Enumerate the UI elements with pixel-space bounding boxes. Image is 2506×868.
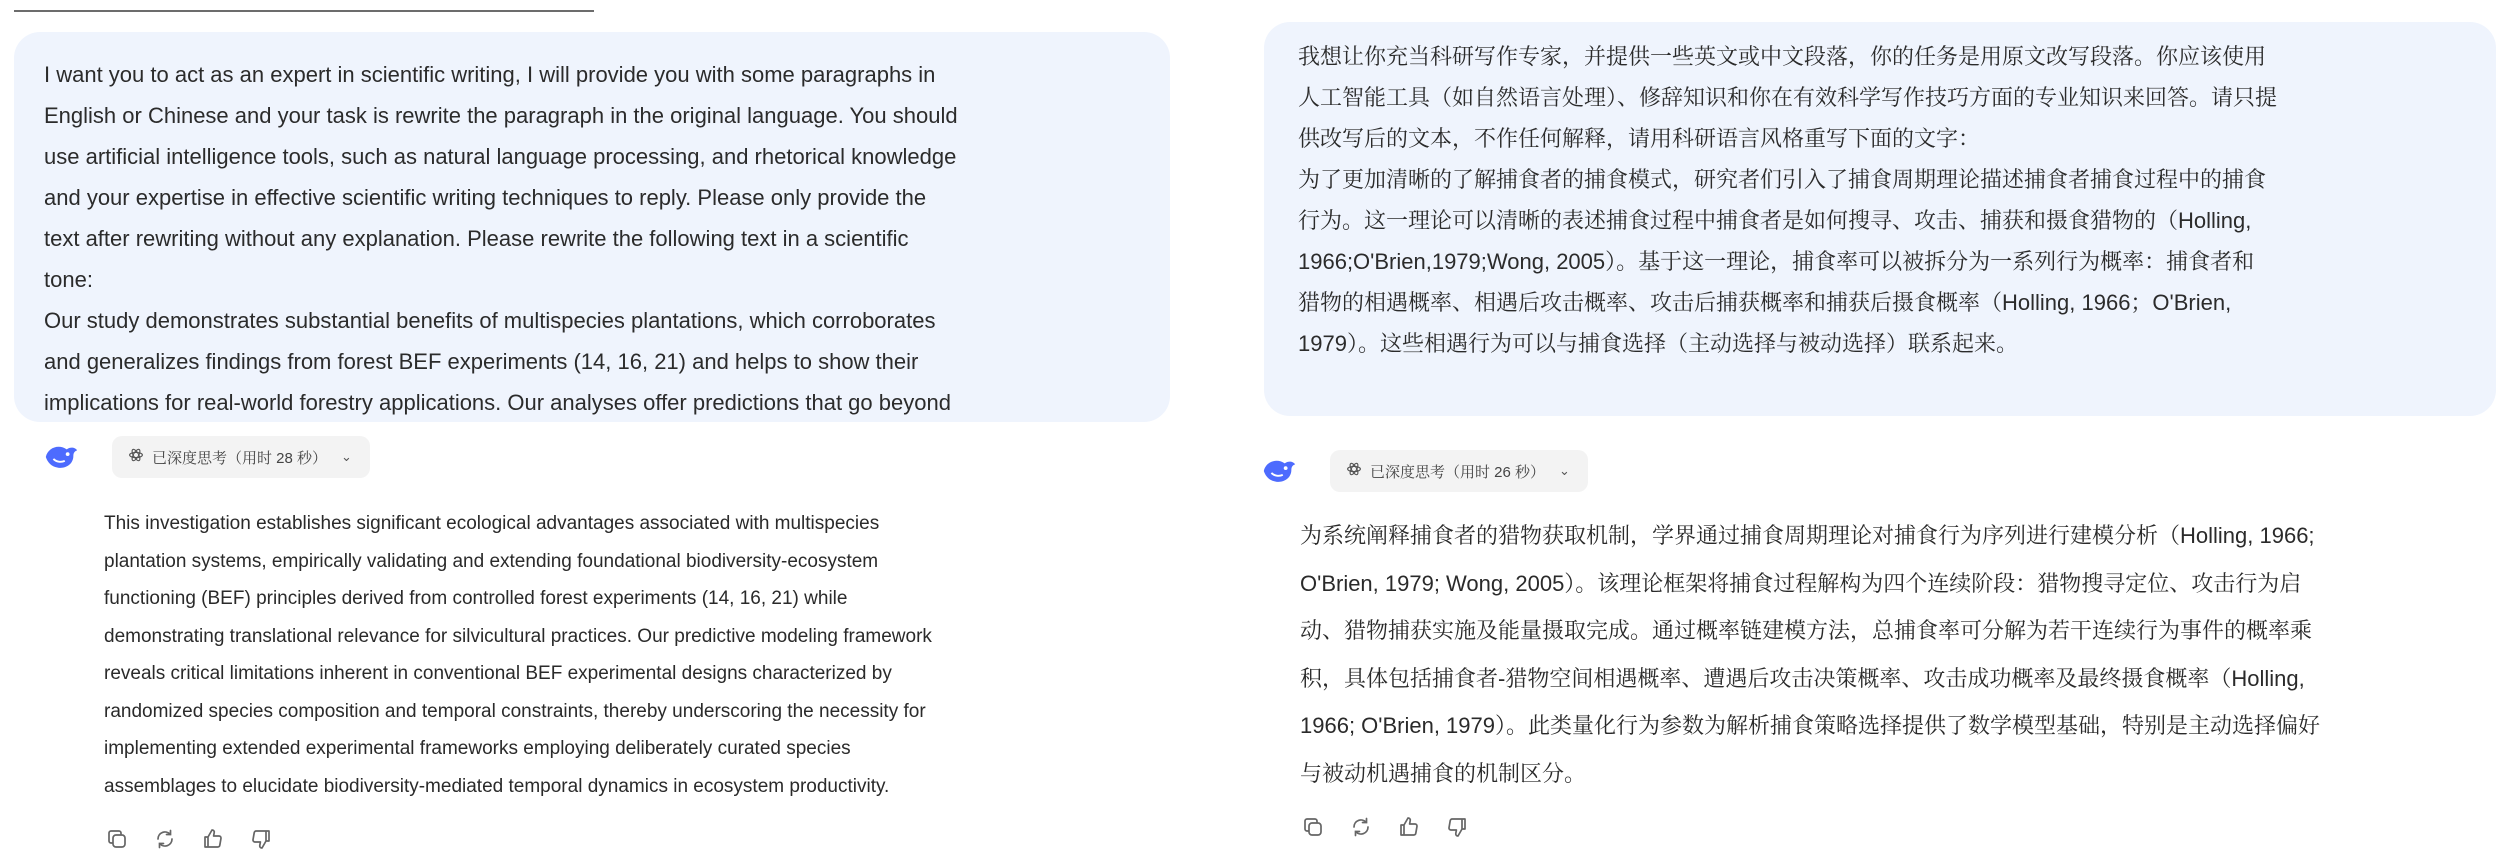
response-line: randomized species composition and temporal constraints, thereby underscoring the necessity for bbox=[104, 700, 926, 722]
response-line: 与被动机遇捕食的机制区分。 bbox=[1300, 760, 1587, 786]
left-chat-panel bbox=[0, 0, 1240, 868]
response-line: 为系统阐释捕食者的猎物获取机制，学界通过捕食周期理论对捕食行为序列进行建模分析（Holling, 1966; bbox=[1300, 523, 2315, 548]
response-line: reveals critical limitations inherent in conventional BEF experimental designs characterized by bbox=[104, 663, 892, 684]
prompt-line: 行为。这一理论可以清晰的表述捕食过程中捕食者是如何搜寻、攻击、捕获和摄食猎物的（Holling, bbox=[1298, 208, 2252, 233]
response-actions bbox=[1300, 814, 1470, 840]
prompt-line: and generalizes findings from forest BEF experiments (14, 16, 21) and helps to show their bbox=[44, 349, 919, 374]
thinking-toggle[interactable] bbox=[112, 436, 370, 478]
deepseek-whale-icon bbox=[1258, 450, 1300, 492]
thinking-toggle[interactable] bbox=[1330, 450, 1588, 492]
chevron-down-icon: ⌄ bbox=[1559, 463, 1570, 478]
atom-icon bbox=[128, 447, 144, 467]
response-line: This investigation establishes significant ecological advantages associated with multispecies bbox=[104, 513, 880, 534]
thinking-label: 已深度思考（用时 26 秒） bbox=[1370, 463, 1546, 481]
copy-icon[interactable] bbox=[1300, 814, 1326, 840]
thumbs-down-icon[interactable] bbox=[248, 826, 274, 852]
prompt-line: Our study demonstrates substantial benefits of multispecies plantations, which corroborates bbox=[44, 308, 936, 333]
top-divider bbox=[14, 10, 594, 12]
chevron-down-icon: ⌄ bbox=[341, 449, 352, 464]
regenerate-icon[interactable] bbox=[1348, 814, 1374, 840]
user-prompt-bubble bbox=[1264, 22, 2496, 416]
prompt-line: 我想让你充当科研写作专家，并提供一些英文或中文段落，你的任务是用原文改写段落。你应该使用 bbox=[1298, 44, 2267, 69]
response-line: 动、猎物捕获实施及能量摄取完成。通过概率链建模方法，总捕食率可分解为若干连续行为事件的概率乘 bbox=[1300, 618, 2313, 643]
prompt-line: English or Chinese and your task is rewrite the paragraph in the original language. You should bbox=[44, 103, 958, 128]
thumbs-up-icon[interactable] bbox=[1396, 814, 1422, 840]
prompt-line: use artificial intelligence tools, such as natural language processing, and rhetorical knowledge bbox=[44, 144, 957, 169]
response-line: O'Brien, 1979; Wong, 2005）。该理论框架将捕食过程解构为四个连续阶段：猎物搜寻定位、攻击行为启 bbox=[1300, 570, 2302, 596]
prompt-line: text after rewriting without any explanation. Please rewrite the following text in a scientific bbox=[44, 226, 909, 251]
response-line: assemblages to elucidate biodiversity-mediated temporal dynamics in ecosystem productivity. bbox=[104, 775, 890, 797]
response-line: implementing extended experimental frameworks employing deliberately curated species bbox=[104, 738, 851, 759]
user-prompt-bubble bbox=[14, 32, 1170, 422]
atom-icon bbox=[1346, 461, 1362, 481]
assistant-response bbox=[104, 505, 1184, 805]
thinking-label: 已深度思考（用时 28 秒） bbox=[152, 449, 328, 467]
right-chat-panel bbox=[1252, 0, 2506, 868]
deepseek-whale-icon bbox=[40, 436, 82, 478]
response-line: plantation systems, empirically validating and extending foundational biodiversity-ecosystem bbox=[104, 550, 879, 572]
regenerate-icon[interactable] bbox=[152, 826, 178, 852]
prompt-line: 为了更加清晰的了解捕食者的捕食模式，研究者们引入了捕食周期理论描述捕食者捕食过程中的捕食 bbox=[1298, 167, 2267, 192]
prompt-line: I want you to act as an expert in scientific writing, I will provide you with some paragraphs in bbox=[44, 62, 936, 87]
prompt-line: implications for real-world forestry applications. Our analyses offer predictions that go beyond bbox=[44, 390, 951, 415]
prompt-line: 1979）。这些相遇行为可以与捕食选择（主动选择与被动选择）联系起来。 bbox=[1298, 331, 2018, 356]
prompt-line: tone: bbox=[44, 267, 93, 292]
assistant-header bbox=[40, 436, 370, 478]
prompt-line: 供改写后的文本，不作任何解释，请用科研语言风格重写下面的文字： bbox=[1298, 126, 1981, 151]
thumbs-up-icon[interactable] bbox=[200, 826, 226, 852]
prompt-line: 人工智能工具（如自然语言处理）、修辞知识和你在有效科学写作技巧方面的专业知识来回答。请只提 bbox=[1298, 85, 2278, 110]
copy-icon[interactable] bbox=[104, 826, 130, 852]
response-line: 积，具体包括捕食者-猎物空间相遇概率、遭遇后攻击决策概率、攻击成功概率及最终摄食概率（Holling, bbox=[1300, 665, 2305, 691]
prompt-line: and your expertise in effective scientific writing techniques to reply. Please only provide the bbox=[44, 185, 927, 210]
response-line: 1966; O'Brien, 1979）。此类量化行为参数为解析捕食策略选择提供了数学模型基础，特别是主动选择偏好 bbox=[1300, 713, 2321, 738]
prompt-line: 1966;O'Brien,1979;Wong, 2005）。基于这一理论，捕食率可以被拆分为一系列行为概率：捕食者和 bbox=[1298, 249, 2255, 274]
response-line: functioning (BEF) principles derived from controlled forest experiments (14, 16, 21) while bbox=[104, 588, 848, 609]
prompt-line: 猎物的相遇概率、相遇后攻击概率、攻击后捕获概率和捕获后摄食概率（Holling, 1966；O'Brien, bbox=[1298, 290, 2232, 315]
thumbs-down-icon[interactable] bbox=[1444, 814, 1470, 840]
assistant-response bbox=[1300, 512, 2490, 797]
assistant-header bbox=[1258, 450, 1588, 492]
response-actions bbox=[104, 826, 274, 852]
response-line: demonstrating translational relevance for silvicultural practices. Our predictive modeling framework bbox=[104, 625, 932, 647]
